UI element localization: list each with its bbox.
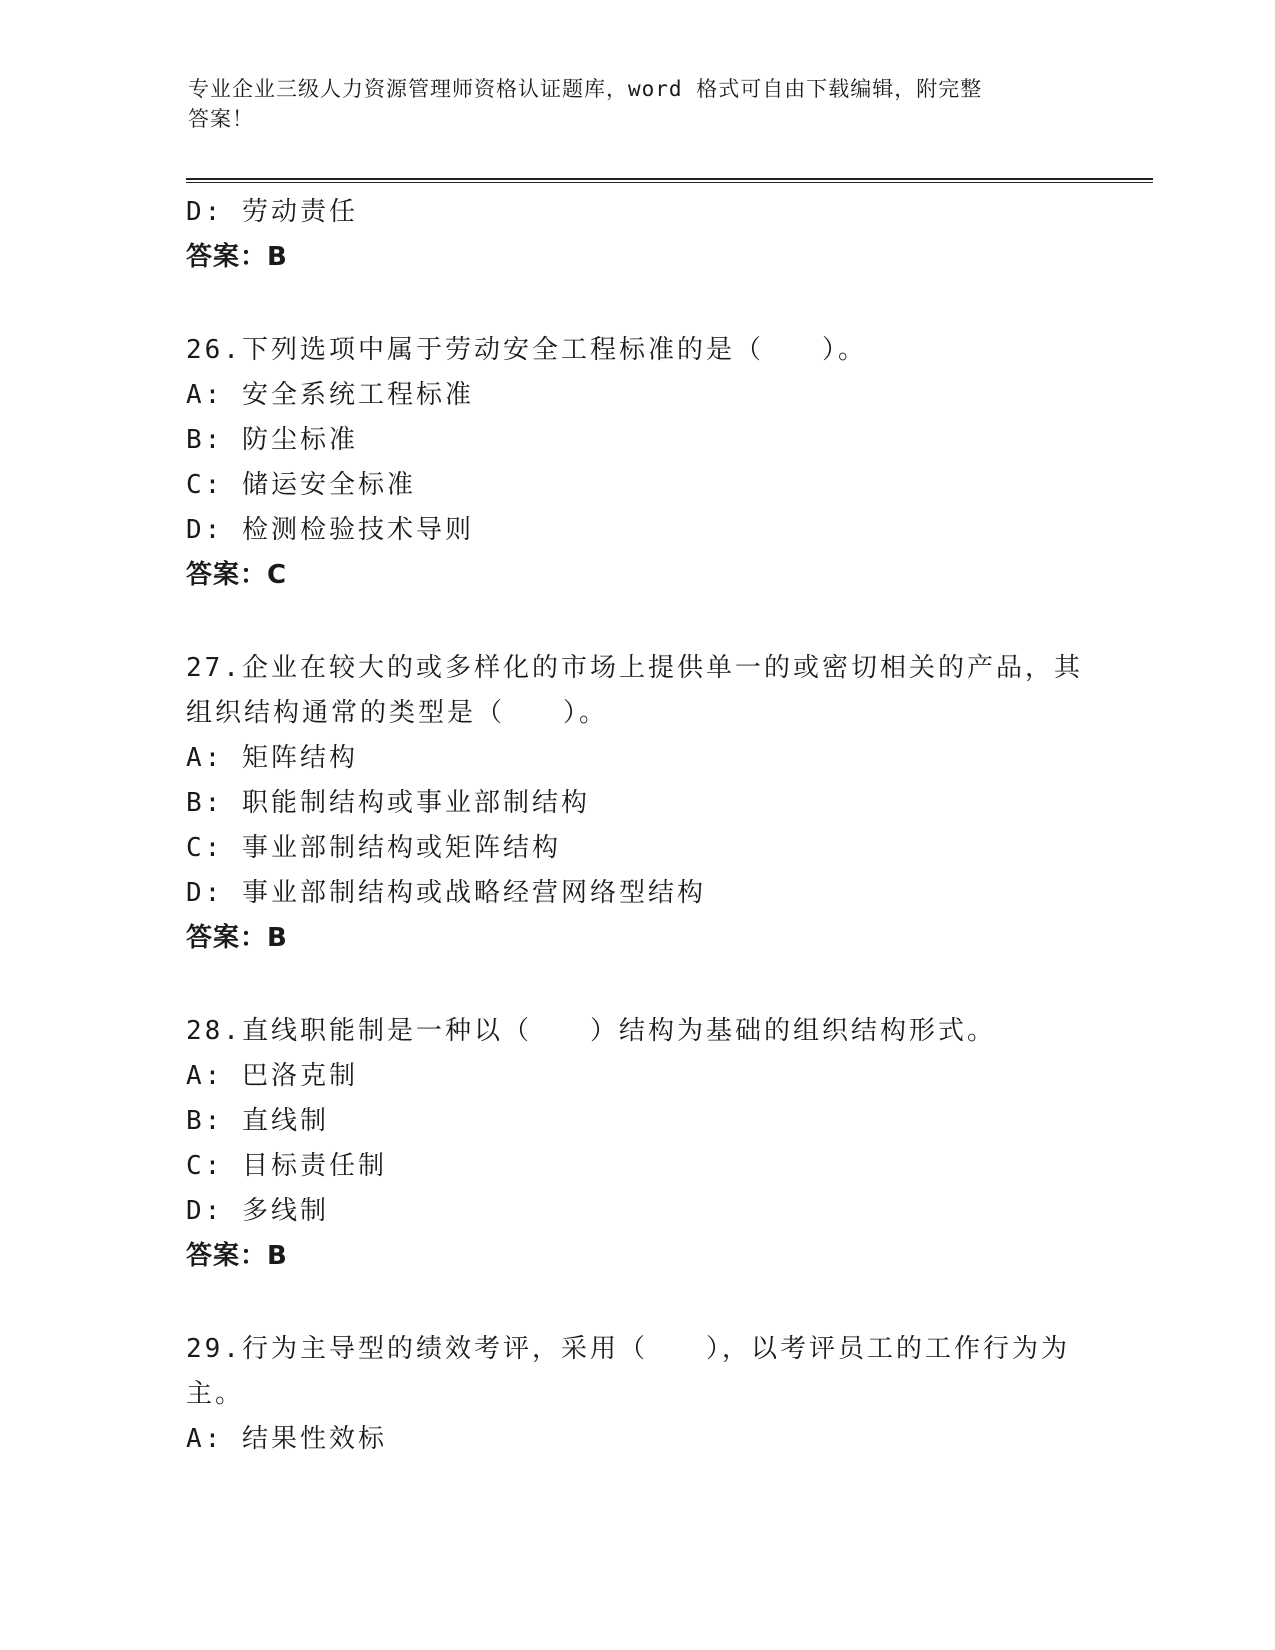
option-d: D: 劳动责任 (186, 197, 358, 227)
answer: 答案：B (186, 923, 288, 953)
option-a: A: 巴洛克制 (186, 1061, 358, 1091)
option-a: A: 矩阵结构 (186, 743, 358, 773)
question-stem-line-1: 29.行为主导型的绩效考评，采用（ ），以考评员工的工作行为为 (186, 1334, 1070, 1364)
option-c: C: 储运安全标准 (186, 470, 416, 500)
option-a: A: 结果性效标 (186, 1424, 387, 1454)
header-title-line-1: 专业企业三级人力资源管理师资格认证题库，word 格式可自由下载编辑，附完整 (188, 77, 983, 101)
option-b: B: 直线制 (186, 1106, 329, 1136)
question-stem-line-2: 组织结构通常的类型是（ ）。 (186, 698, 609, 728)
answer: 答案：C (186, 560, 288, 590)
question-26 (186, 328, 1086, 598)
answer: 答案：B (186, 1241, 288, 1271)
option-b: B: 防尘标准 (186, 425, 358, 455)
question-stem-line-1: 27.企业在较大的或多样化的市场上提供单一的或密切相关的产品，其 (186, 653, 1083, 683)
question-29 (186, 1327, 1086, 1462)
header-divider (186, 178, 1153, 183)
option-a: A: 安全系统工程标准 (186, 380, 474, 410)
header-title-line-2: 答案！ (188, 107, 254, 131)
question-stem: 28.直线职能制是一种以（ ）结构为基础的组织结构形式。 (186, 1016, 996, 1046)
question-stem: 26.下列选项中属于劳动安全工程标准的是（ ）。 (186, 335, 867, 365)
option-d: D: 事业部制结构或战略经营网络型结构 (186, 878, 706, 908)
option-c: C: 目标责任制 (186, 1151, 387, 1181)
option-d: D: 多线制 (186, 1196, 329, 1226)
question-stem-line-2: 主。 (186, 1379, 245, 1409)
option-d: D: 检测检验技术导则 (186, 515, 474, 545)
option-b: B: 职能制结构或事业部制结构 (186, 788, 590, 818)
option-c: C: 事业部制结构或矩阵结构 (186, 833, 561, 863)
question-28 (186, 1009, 1086, 1279)
question-27 (186, 646, 1086, 961)
document-header (188, 74, 1068, 134)
question-list (186, 190, 1086, 1462)
answer: 答案：B (186, 242, 288, 272)
